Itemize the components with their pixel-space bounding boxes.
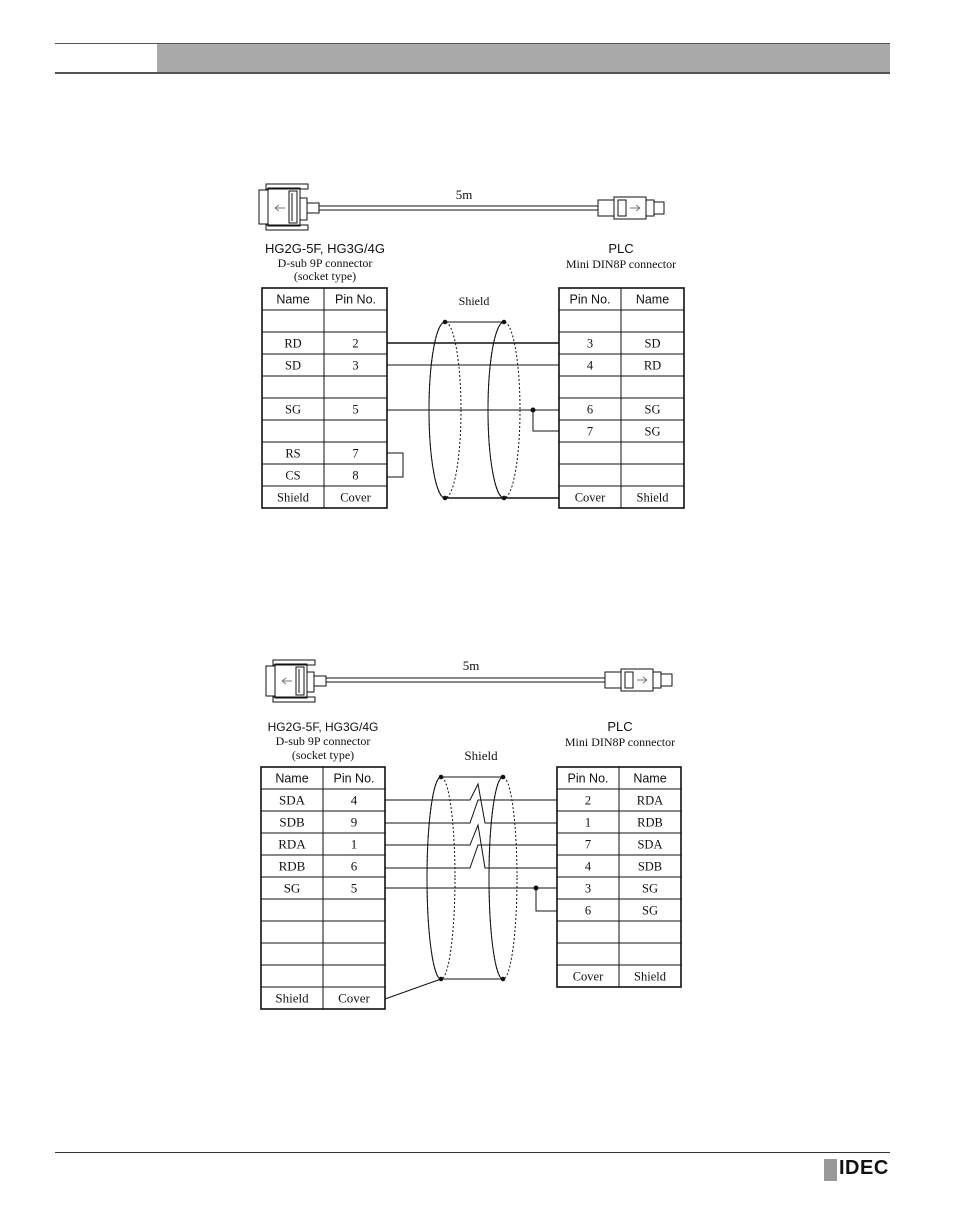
left-pin-table [262, 288, 387, 508]
table-cell: 2 [584, 793, 592, 808]
table-cell: SDB [637, 859, 663, 874]
table-cell: Shield [277, 490, 309, 505]
table-cell: SG [644, 424, 661, 439]
table-cell: RD [284, 336, 302, 351]
table-cell: Shield [636, 490, 669, 505]
table-cell: SG [285, 402, 301, 417]
table-cell: Cover [574, 490, 606, 505]
table-header-cell: Pin No. [333, 771, 375, 786]
table-header-cell: Pin No. [569, 292, 611, 307]
right-pin-table [559, 288, 684, 508]
table-header-cell: Name [275, 771, 309, 786]
table-cell: RDB [278, 858, 306, 874]
mini-din-connector-icon [598, 197, 664, 219]
table-cell: SG [644, 402, 661, 417]
table-cell: Cover [572, 969, 604, 984]
right-connector-type: Mini DIN8P connector [565, 257, 677, 271]
footer-rule [55, 1152, 890, 1153]
table-cell: SD [285, 358, 301, 373]
wires [387, 343, 559, 498]
table-header-cell: Pin No. [567, 771, 609, 786]
table-cell: 4 [350, 792, 358, 808]
table-cell: 3 [586, 336, 594, 351]
cable-length-label: 5m [455, 187, 473, 202]
table-cell: 2 [352, 336, 359, 351]
left-connector-type: D-sub 9P connector [275, 734, 371, 748]
table-cell: RDA [278, 836, 306, 852]
diagram-1 [259, 184, 684, 508]
table-cell: RD [643, 358, 662, 373]
table-cell: 5 [352, 402, 359, 417]
table-cell: 4 [586, 358, 594, 373]
right-device-title: PLC [607, 719, 633, 734]
diagram-2 [261, 658, 681, 1009]
table-cell: 4 [584, 859, 592, 874]
table-cell: SDA [637, 837, 663, 852]
table-cell: 8 [352, 468, 359, 483]
table-cell: 7 [586, 424, 594, 439]
table-cell: 3 [584, 881, 592, 896]
idec-logo [824, 1159, 890, 1181]
table-cell: 7 [352, 446, 359, 461]
table-header-cell: Pin No. [335, 292, 376, 307]
wires [385, 784, 557, 999]
table-cell: 1 [350, 836, 358, 852]
table-cell: SG [642, 881, 658, 896]
left-pin-table [261, 767, 385, 1009]
table-cell: RDB [637, 815, 663, 830]
table-header-cell: Name [276, 292, 310, 307]
table-cell: 9 [350, 814, 358, 830]
dsub-connector-icon [259, 184, 319, 230]
logo-mark-icon [824, 1159, 837, 1181]
table-cell: Shield [634, 969, 666, 984]
left-device-title: HG2G-5F, HG3G/4G [267, 720, 379, 734]
left-connector-subtype: (socket type) [293, 269, 357, 283]
table-cell: Cover [340, 490, 371, 505]
table-cell: 3 [352, 358, 359, 373]
table-cell: SDA [278, 792, 306, 808]
table-cell: 6 [586, 402, 594, 417]
mini-din-connector-icon [605, 669, 672, 691]
shield-label: Shield [464, 748, 498, 763]
left-connector-type: D-sub 9P connector [277, 256, 373, 270]
table-cell: 6 [350, 858, 358, 874]
table-cell: 1 [584, 815, 592, 830]
shield-drawing [427, 775, 517, 981]
table-cell: SDB [279, 814, 305, 830]
left-connector-subtype: (socket type) [291, 748, 355, 762]
left-device-title: HG2G-5F, HG3G/4G [265, 241, 385, 256]
table-cell: 6 [584, 903, 592, 918]
table-header-cell: Name [635, 292, 670, 307]
table-cell: CS [285, 468, 301, 483]
dsub-connector-icon [266, 660, 326, 702]
table-cell: SG [642, 903, 658, 918]
right-connector-type: Mini DIN8P connector [564, 735, 676, 749]
table-cell: Shield [275, 990, 309, 1006]
table-cell: SD [644, 336, 661, 351]
shield-label: Shield [458, 294, 490, 308]
table-cell: SG [283, 880, 301, 896]
right-device-title: PLC [608, 241, 634, 256]
table-cell: Cover [338, 990, 370, 1006]
table-cell: 5 [350, 880, 358, 896]
table-cell: 7 [584, 837, 592, 852]
table-cell: RS [285, 446, 301, 461]
table-header-cell: Name [633, 771, 667, 786]
right-pin-table [557, 767, 681, 987]
table-cell: RDA [636, 793, 664, 808]
cable-length-label: 5m [462, 658, 480, 673]
logo-text: IDEC [839, 1157, 889, 1179]
